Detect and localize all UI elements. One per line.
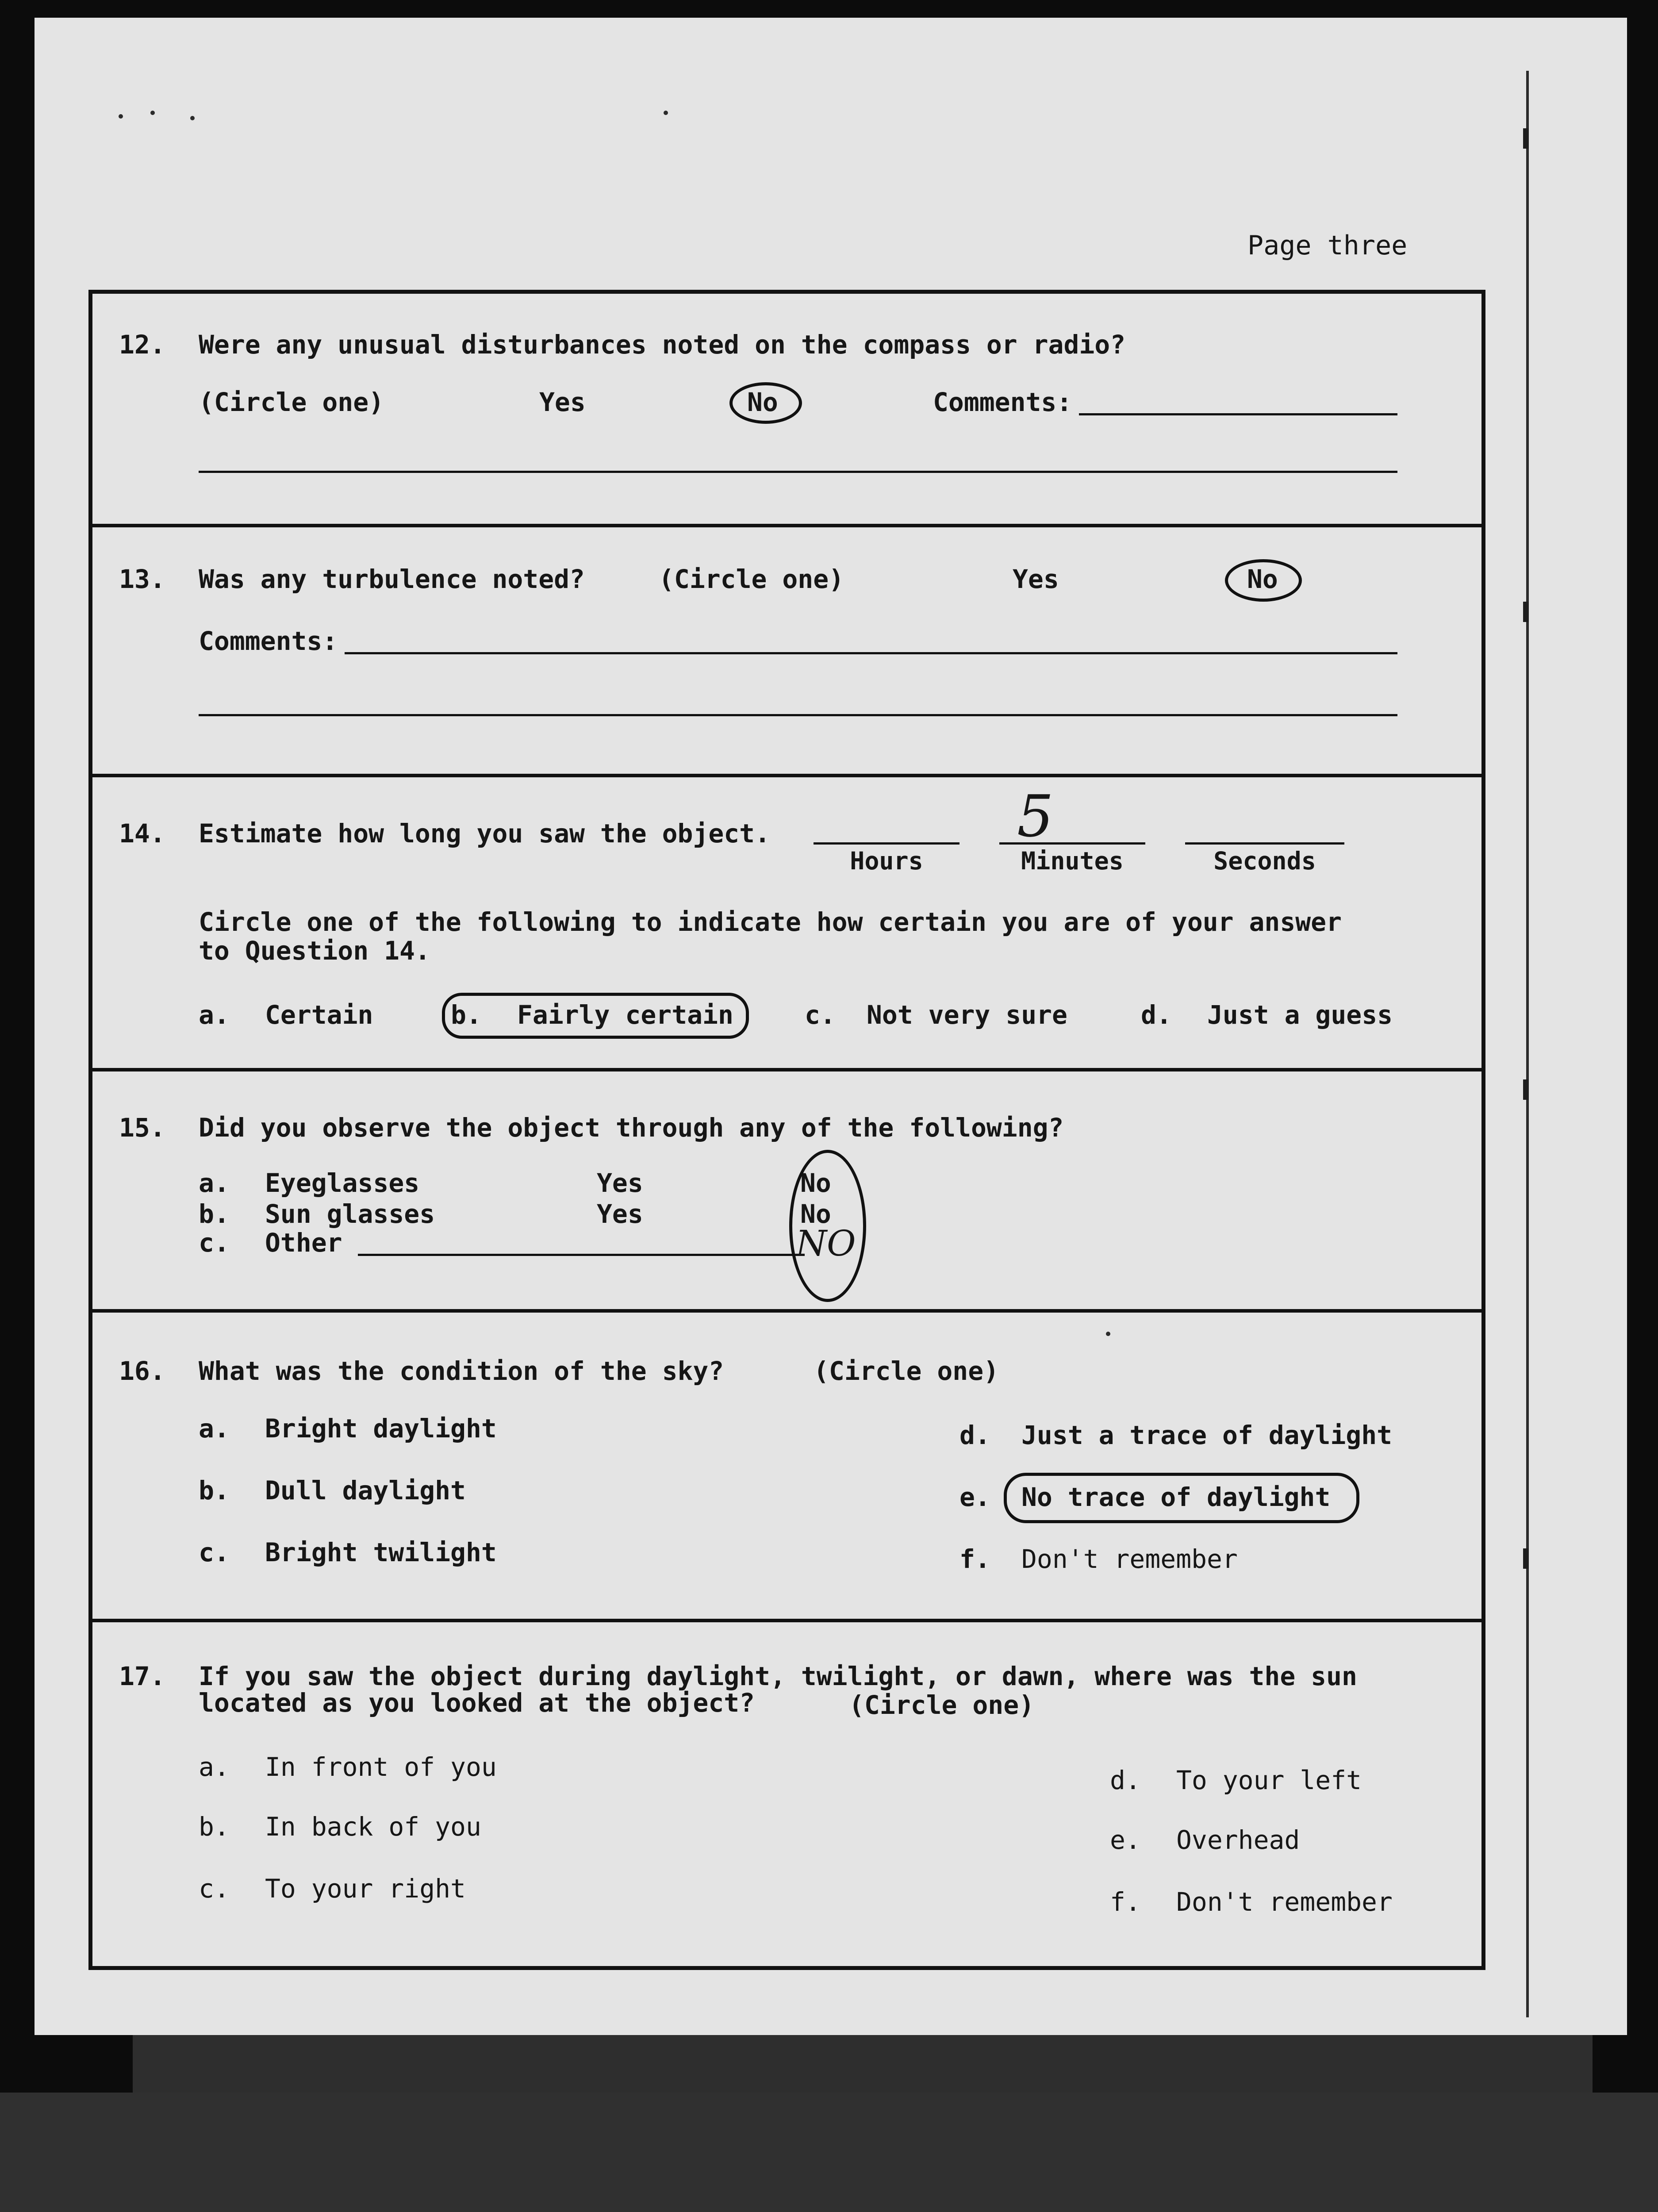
minutes-label: Minutes xyxy=(1021,847,1124,875)
comments-line[interactable] xyxy=(345,652,1397,654)
option-just-a-trace[interactable]: Just a trace of daylight xyxy=(1021,1420,1393,1450)
question-text: Did you observe the object through any of the following? xyxy=(199,1113,1064,1143)
certainty-instruction: Circle one of the following to indicate how certain you are of your answer xyxy=(199,907,1342,937)
option-no-trace[interactable]: No trace of daylight xyxy=(1021,1482,1331,1512)
question-12 xyxy=(92,294,1481,527)
option-letter: b. xyxy=(199,1812,230,1842)
option-letter: f. xyxy=(1110,1887,1141,1917)
option-in-back[interactable]: In back of you xyxy=(265,1812,481,1842)
question-number: 15. xyxy=(119,1113,165,1143)
option-letter: a. xyxy=(199,1413,230,1444)
other-line[interactable] xyxy=(358,1254,805,1256)
seconds-label: Seconds xyxy=(1213,847,1316,875)
question-15 xyxy=(92,1068,1481,1313)
dust-speck xyxy=(150,111,155,115)
under-sheet xyxy=(0,2093,1658,2212)
question-text: What was the condition of the sky? xyxy=(199,1356,724,1386)
item-letter: b. xyxy=(199,1199,230,1229)
question-number: 12. xyxy=(119,330,165,360)
option-bright-twilight[interactable]: Bright twilight xyxy=(265,1537,497,1567)
option-not-very-sure[interactable]: Not very sure xyxy=(867,1000,1067,1030)
option-no[interactable]: No xyxy=(800,1199,831,1229)
answer-circle-mark xyxy=(442,993,749,1039)
hours-line[interactable] xyxy=(814,842,959,845)
option-to-your-right[interactable]: To your right xyxy=(265,1874,466,1904)
question-number: 14. xyxy=(119,818,165,849)
option-fairly-certain[interactable]: Fairly certain xyxy=(517,1000,733,1030)
question-text: Was any turbulence noted? xyxy=(199,564,585,594)
item-letter: c. xyxy=(199,1228,230,1258)
option-yes[interactable]: Yes xyxy=(597,1168,643,1198)
question-number: 13. xyxy=(119,564,165,594)
comments-line[interactable] xyxy=(199,471,1397,473)
option-yes[interactable]: Yes xyxy=(597,1199,643,1229)
item-letter: a. xyxy=(199,1168,230,1198)
comments-line[interactable] xyxy=(199,714,1397,716)
sheet-fold-line xyxy=(1526,71,1529,2017)
option-letter: e. xyxy=(1110,1825,1141,1855)
option-just-a-guess[interactable]: Just a guess xyxy=(1207,1000,1393,1030)
item-eyeglasses: Eyeglasses xyxy=(265,1168,420,1198)
question-17 xyxy=(92,1619,1481,1966)
option-certain[interactable]: Certain xyxy=(265,1000,373,1030)
option-letter: b. xyxy=(199,1475,230,1505)
handwritten-minutes: 5 xyxy=(1017,783,1054,850)
option-letter: a. xyxy=(199,1752,230,1782)
question-14 xyxy=(92,774,1481,1071)
option-dull-daylight[interactable]: Dull daylight xyxy=(265,1475,466,1505)
circle-instruction: (Circle one) xyxy=(849,1690,1035,1720)
question-text: located as you looked at the object? xyxy=(199,1688,755,1718)
comments-line[interactable] xyxy=(1079,413,1397,415)
option-bright-daylight[interactable]: Bright daylight xyxy=(265,1413,497,1444)
answer-circle-mark xyxy=(789,1150,866,1302)
question-number: 17. xyxy=(119,1661,165,1691)
answer-circle-mark xyxy=(1225,559,1302,602)
option-dont-remember[interactable]: Don't remember xyxy=(1021,1544,1238,1574)
option-letter: c. xyxy=(199,1537,230,1567)
answer-circle-mark xyxy=(1004,1473,1359,1523)
option-letter: e. xyxy=(959,1482,990,1512)
option-letter: d. xyxy=(1141,1000,1172,1030)
option-letter: c. xyxy=(805,1000,836,1030)
handwritten-answer: NO xyxy=(796,1223,856,1264)
sheet-shadow xyxy=(133,2035,1593,2093)
circle-instruction: (Circle one) xyxy=(659,564,844,594)
question-13 xyxy=(92,524,1481,777)
circle-instruction: (Circle one) xyxy=(814,1356,999,1386)
option-no[interactable]: No xyxy=(800,1168,831,1198)
certainty-instruction: to Question 14. xyxy=(199,936,430,966)
comments-label: Comments: xyxy=(199,626,338,656)
answer-circle-mark xyxy=(729,382,802,424)
edge-mark xyxy=(1523,602,1528,622)
comments-label: Comments: xyxy=(933,387,1072,417)
question-text: Were any unusual disturbances noted on the compass or radio? xyxy=(199,330,1126,360)
dust-speck xyxy=(119,114,123,119)
option-letter: a. xyxy=(199,1000,230,1030)
circle-instruction: (Circle one) xyxy=(199,387,384,417)
option-letter: b. xyxy=(451,1000,482,1030)
option-letter: c. xyxy=(199,1874,230,1904)
minutes-line[interactable] xyxy=(999,842,1145,845)
edge-mark xyxy=(1523,1548,1528,1569)
option-letter: d. xyxy=(959,1420,990,1450)
question-text: Estimate how long you saw the object. xyxy=(199,818,771,849)
item-other: Other xyxy=(265,1228,342,1258)
option-overhead[interactable]: Overhead xyxy=(1176,1825,1300,1855)
option-letter: f. xyxy=(959,1544,990,1574)
option-no[interactable]: No xyxy=(747,387,778,417)
edge-mark xyxy=(1523,1079,1528,1100)
question-text: If you saw the object during daylight, twilight, or dawn, where was the sun xyxy=(199,1661,1357,1691)
question-number: 16. xyxy=(119,1356,165,1386)
edge-mark xyxy=(1523,128,1528,149)
option-in-front[interactable]: In front of you xyxy=(265,1752,497,1782)
option-dont-remember[interactable]: Don't remember xyxy=(1176,1887,1393,1917)
option-letter: d. xyxy=(1110,1765,1141,1795)
dust-speck xyxy=(190,116,195,120)
option-no[interactable]: No xyxy=(1247,564,1278,594)
option-yes[interactable]: Yes xyxy=(1013,564,1059,594)
hours-label: Hours xyxy=(850,847,923,875)
page-label: Page three xyxy=(1247,230,1408,261)
question-16 xyxy=(92,1309,1481,1622)
option-yes[interactable]: Yes xyxy=(539,387,586,417)
option-to-your-left[interactable]: To your left xyxy=(1176,1765,1362,1795)
item-sun-glasses: Sun glasses xyxy=(265,1199,435,1229)
seconds-line[interactable] xyxy=(1185,842,1344,845)
questionnaire-form xyxy=(88,290,1485,1970)
dust-speck xyxy=(664,111,668,115)
